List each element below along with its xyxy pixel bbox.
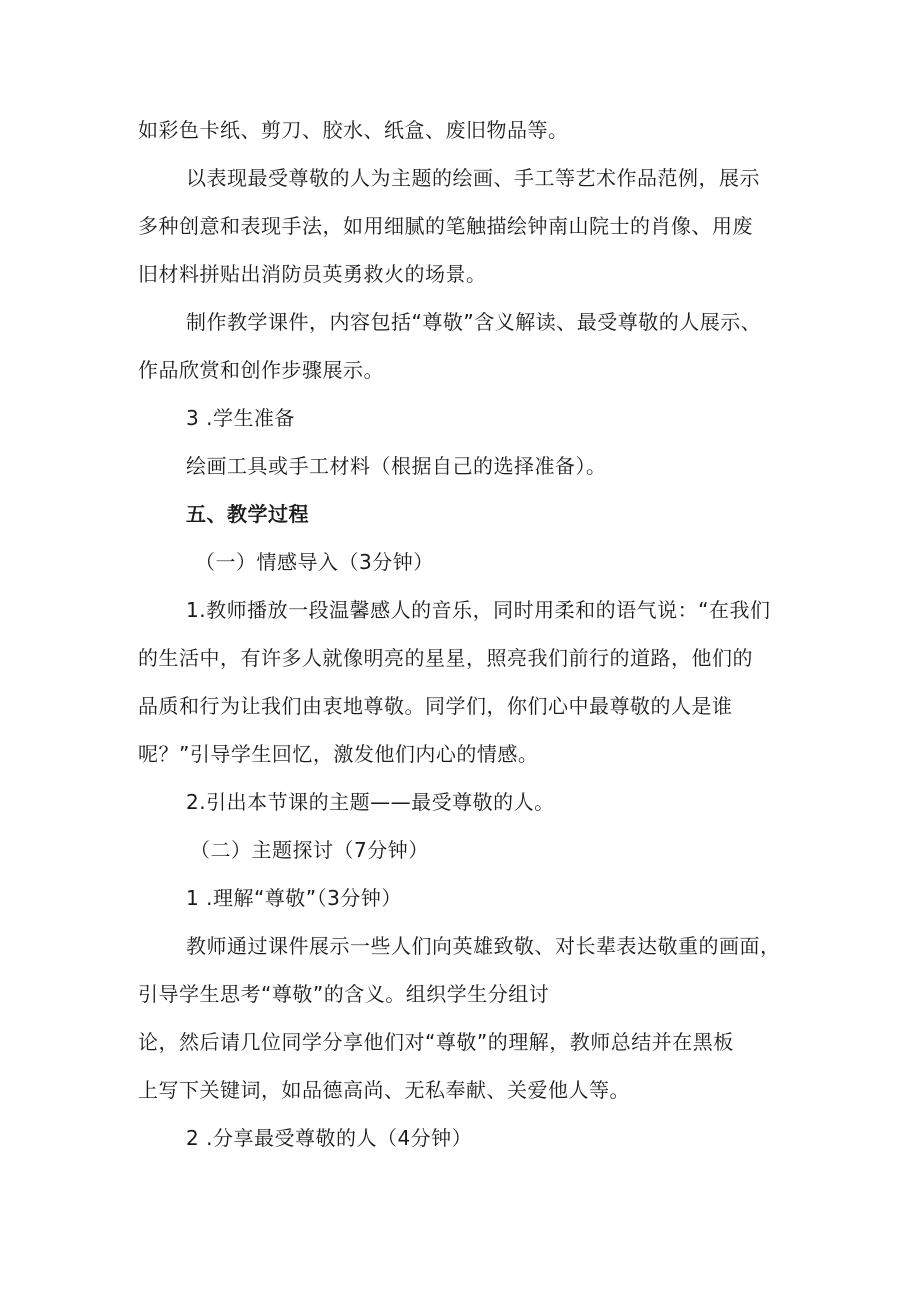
subsection-heading: 3 .学生准备 [186, 406, 295, 430]
text-line: 制作教学课件，内容包括“尊敬”含义解读、最受尊敬的人展示、 [186, 310, 762, 334]
subsection-heading: 1 .理解“尊敬”（3分钟） [186, 886, 402, 910]
text-line: 1.教师播放一段温馨感人的音乐，同时用柔和的语气说：“在我们 [186, 598, 771, 622]
text-line: 引导学生思考“尊敬”的含义。组织学生分组讨 [138, 982, 550, 1006]
text-line: 2.引出本节课的主题——最受尊敬的人。 [186, 790, 555, 814]
text-line: 绘画工具或手工材料（根据自己的选择准备）。 [186, 454, 607, 478]
text-line: 教师通过课件展示一些人们向英雄致敬、对长辈表达敬重的画面， [186, 934, 781, 958]
text-line: 的生活中，有许多人就像明亮的星星，照亮我们前行的道路，他们的 [138, 646, 753, 670]
text-line: 多种创意和表现手法，如用细腻的笔触描绘钟南山院士的肖像、用废 [138, 214, 753, 238]
text-line: 如彩色卡纸、剪刀、胶水、纸盒、废旧物品等。 [138, 118, 569, 142]
text-line: 论，然后请几位同学分享他们对“尊敬”的理解，教师总结并在黑板 [138, 1030, 734, 1054]
text-line: 呢？”引导学生回忆，激发他们内心的情感。 [138, 742, 539, 766]
subsection-heading: 2 .分享最受尊敬的人（4分钟） [186, 1126, 473, 1150]
text-line: 作品欣赏和创作步骤展示。 [138, 358, 384, 382]
section-heading: 五、教学过程 [186, 502, 309, 526]
text-line: 品质和行为让我们由衷地尊敬。同学们，你们心中最尊敬的人是谁 [138, 694, 733, 718]
subsection-heading: （一）情感导入（3分钟） [195, 550, 434, 574]
text-line: 旧材料拼贴出消防员英勇救火的场景。 [138, 262, 487, 286]
text-line: 上写下关键词，如品德高尚、无私奉献、关爱他人等。 [138, 1078, 630, 1102]
text-line: 以表现最受尊敬的人为主题的绘画、手工等艺术作品范例，展示 [186, 166, 760, 190]
subsection-heading: （二）主题探讨（7分钟） [190, 838, 429, 862]
